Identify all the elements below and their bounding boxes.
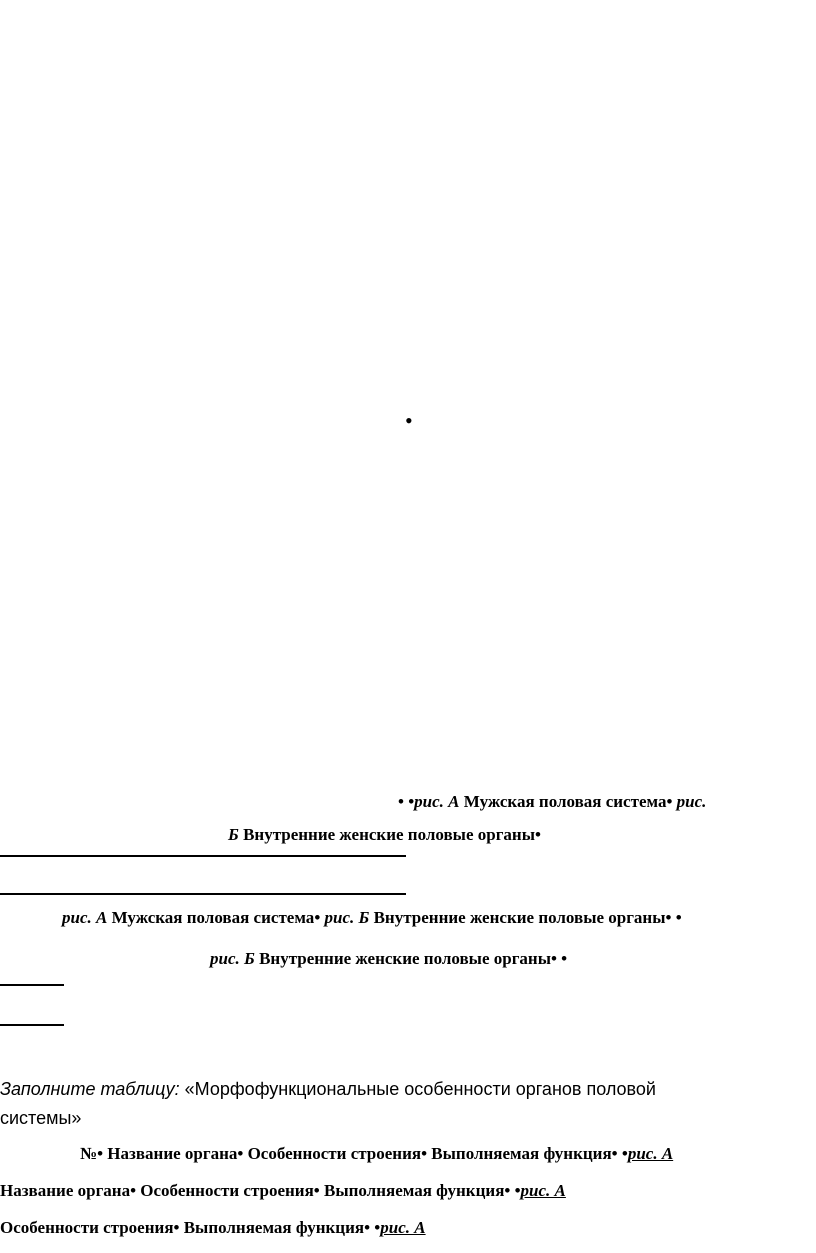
fig-a-caption: Мужская половая система [459, 792, 667, 811]
fig-b-label: Б [228, 825, 239, 844]
caption-bullets: • • [665, 908, 682, 927]
caption-bullets: • • [550, 949, 568, 968]
short-rule [0, 984, 64, 986]
caption-line-1 [398, 791, 706, 813]
table-header-row [0, 1217, 426, 1239]
fig-a-label: рис. А [62, 908, 108, 927]
caption-bullet: • [666, 792, 673, 811]
task-title: «Морфофункциональные особенности органов половой [179, 1079, 656, 1099]
fig-b-caption: Внутренние женские половые органы [238, 825, 535, 844]
caption-line-2 [228, 824, 541, 846]
fig-b-label: рис. [672, 792, 707, 811]
short-rule [0, 1024, 64, 1026]
fig-b-label: рис. Б [210, 949, 255, 968]
caption-bullets: • • [398, 792, 415, 811]
divider-rule [0, 893, 406, 895]
fig-b-caption: Внутренние женские половые органы [369, 908, 666, 927]
task-title-continuation: системы» [0, 1108, 82, 1128]
table-header-text: Особенности строения• Выполняемая функция• • [0, 1218, 381, 1237]
fig-a-label: рис. А [414, 792, 460, 811]
task-instruction: Заполните таблицу: [0, 1079, 180, 1099]
table-header-text: Название органа• Особенности строения• Выполняемая функция• • [0, 1181, 521, 1200]
fig-a-link[interactable]: рис. А [520, 1181, 566, 1200]
fig-b-label: рис. Б [320, 908, 370, 927]
table-header-row [0, 1180, 566, 1202]
fig-a-link[interactable]: рис. А [380, 1218, 426, 1237]
fig-a-link[interactable]: рис. А [627, 1144, 674, 1163]
table-header-row [80, 1143, 673, 1165]
caption-bullet: • [314, 908, 321, 927]
caption-line-4 [210, 948, 567, 970]
fig-b-caption: Внутренние женские половые органы [254, 949, 551, 968]
fig-a-caption: Мужская половая система [107, 908, 315, 927]
table-header-text: №• Название органа• Особенности строения• Выполняемая функция• • [80, 1144, 628, 1163]
task-heading [0, 1075, 656, 1103]
image-placeholder-bullet: • [405, 408, 413, 433]
caption-line-3 [62, 907, 682, 929]
caption-bullet: • [534, 825, 541, 844]
divider-rule [0, 855, 406, 857]
